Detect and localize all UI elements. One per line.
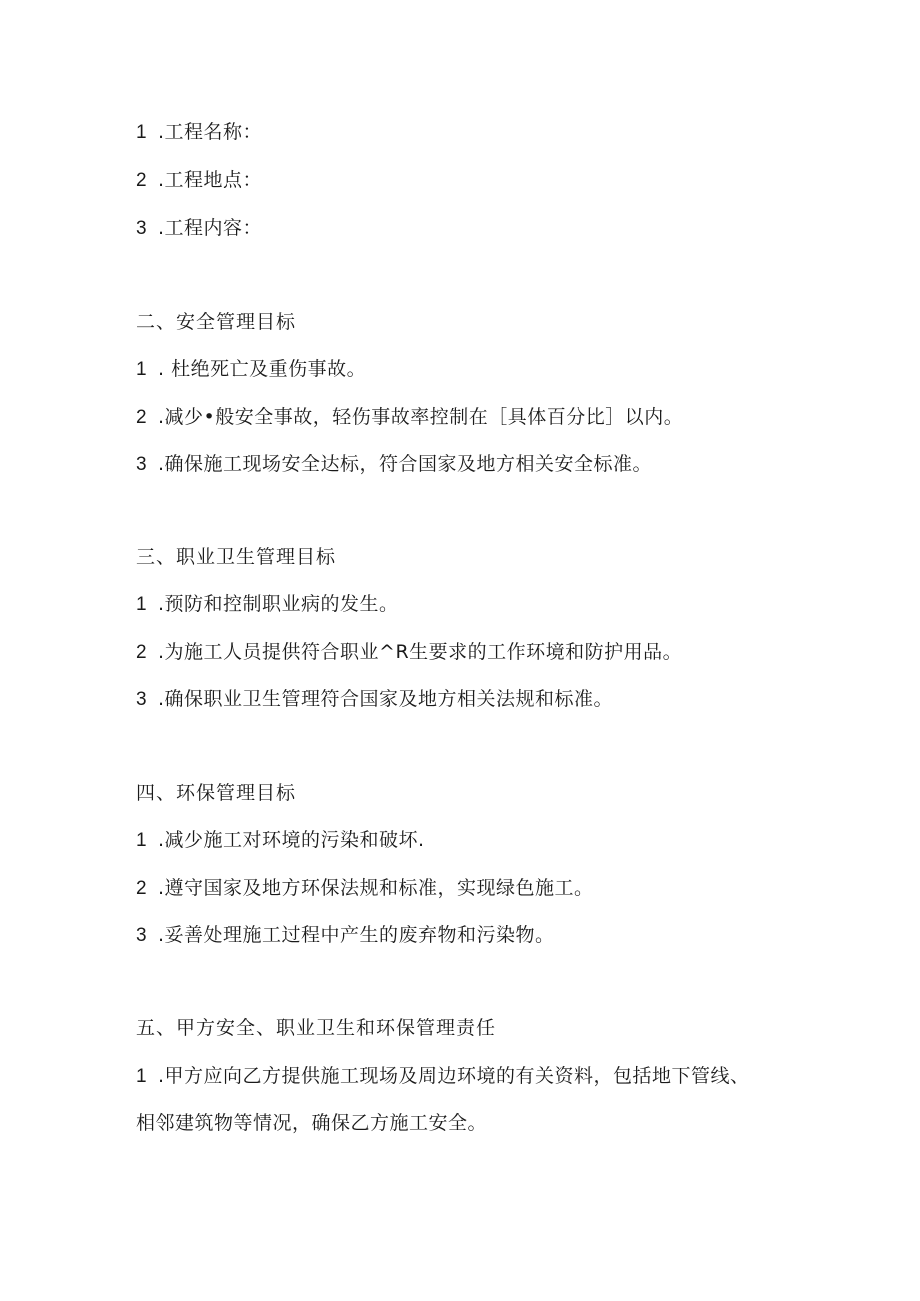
item-text: .遵守国家及地方环保法规和标准，实现绿色施工。 (158, 877, 594, 899)
item-number: 2 (136, 170, 148, 191)
item-text: .工程地点： (158, 169, 263, 191)
item-number: 3 (136, 689, 148, 710)
item-number: 1 (136, 594, 148, 615)
list-item (136, 828, 425, 853)
item-text: .妥善处理施工过程中产生的废弃物和污染物。 (158, 924, 555, 946)
item-text: .甲方应向乙方提供施工现场及周边环境的有关资料，包括地下管线、 (158, 1065, 750, 1087)
section-heading-occupational-health: 三、职业卫生管理目标 (136, 546, 337, 568)
item-text: .工程内容： (158, 217, 263, 239)
list-item (136, 405, 683, 430)
item-number: 2 (136, 878, 148, 899)
project-name-item (136, 120, 262, 145)
item-number: 2 (136, 407, 148, 428)
item-number: 2 (136, 642, 148, 663)
item-text: .预防和控制职业病的发生。 (158, 593, 399, 615)
project-location-item (136, 168, 262, 193)
item-number: 1 (136, 359, 148, 380)
item-text: .工程名称： (158, 121, 263, 143)
section-heading-environment: 四、环保管理目标 (136, 782, 297, 804)
project-content-item (136, 216, 262, 241)
item-text: .确保施工现场安全达标，符合国家及地方相关安全标准。 (158, 453, 653, 475)
section-heading-safety: 二、安全管理目标 (136, 311, 297, 333)
list-item (136, 592, 399, 617)
list-item (136, 640, 682, 665)
list-item (136, 923, 555, 948)
item-number: 1 (136, 830, 148, 851)
item-number: 3 (136, 218, 148, 239)
item-number: 1 (136, 122, 148, 143)
list-item (136, 357, 366, 382)
item-text: .确保职业卫生管理符合国家及地方相关法规和标准。 (158, 688, 614, 710)
item-number: 3 (136, 454, 148, 475)
list-item-continuation: 相邻建筑物等情况，确保乙方施工安全。 (136, 1112, 488, 1134)
list-item (136, 876, 594, 901)
item-text: .为施工人员提供符合职业^R生要求的工作环境和防护用品。 (158, 641, 683, 663)
item-text: . 杜绝死亡及重伤事故。 (158, 358, 367, 380)
item-text: .减少•般安全事故，轻伤事故率控制在［具体百分比］以内。 (158, 406, 684, 428)
item-text: .减少施工对环境的污染和破坏. (158, 829, 425, 851)
list-item (136, 452, 652, 477)
list-item (136, 1064, 750, 1089)
section-heading-party-a-responsibility: 五、甲方安全、职业卫生和环保管理责任 (136, 1017, 497, 1039)
item-number: 1 (136, 1066, 148, 1087)
list-item (136, 687, 613, 712)
item-number: 3 (136, 925, 148, 946)
